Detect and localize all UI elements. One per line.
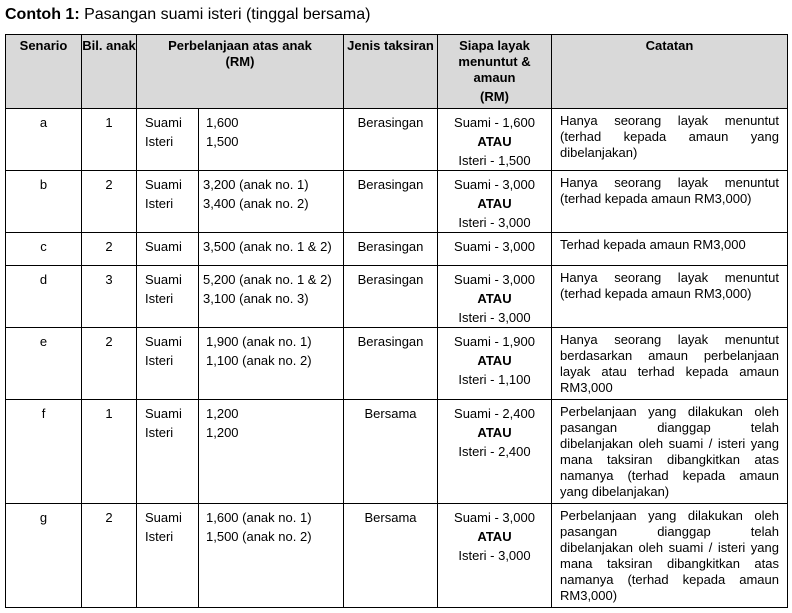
table-row — [6, 171, 788, 233]
claimant-amount: Isteri - 1,500 — [458, 153, 531, 168]
claimant-amount: Suami - 1,900 — [454, 334, 535, 349]
header-senario: Senario — [6, 35, 82, 109]
spouse-label: Suami — [145, 334, 182, 349]
header-siapa-unit: (RM) — [480, 89, 509, 104]
spouse-label: Suami — [145, 177, 182, 192]
cell-senario: c — [6, 233, 82, 266]
claimant-amount: Suami - 2,400 — [454, 406, 535, 421]
claimant-amount: Isteri - 2,400 — [458, 444, 531, 459]
atau-label: ATAU — [477, 425, 512, 440]
claimant-amount: Isteri - 3,000 — [458, 548, 531, 563]
amount-value: 1,500 (anak no. 2) — [206, 529, 312, 544]
table-row — [6, 266, 788, 328]
header-siapa-layak — [438, 35, 552, 109]
header-catatan: Catatan — [552, 35, 788, 109]
table-header-row — [6, 35, 788, 109]
claimant-amount: Suami - 3,000 — [454, 272, 535, 287]
claimant-amount: Isteri - 3,000 — [458, 310, 531, 325]
cell-amounts — [199, 504, 344, 608]
cell-jenis-taksiran: Bersama — [344, 504, 438, 608]
cell-senario: a — [6, 109, 82, 171]
scenario-table — [5, 34, 788, 608]
cell-jenis-taksiran: Berasingan — [344, 266, 438, 328]
cell-spouse-labels — [137, 171, 199, 233]
header-perbelanjaan — [137, 35, 344, 109]
cell-spouse-labels — [137, 400, 199, 504]
cell-catatan: Hanya seorang layak menuntut (terhad kepada amaun yang dibelanjakan) — [552, 109, 788, 171]
amount-value: 1,200 — [206, 406, 239, 421]
cell-catatan: Hanya seorang layak menuntut (terhad kepada amaun RM3,000) — [552, 266, 788, 328]
cell-senario: f — [6, 400, 82, 504]
claimant-amount: Suami - 3,000 — [454, 239, 535, 254]
cell-bil-anak: 2 — [82, 171, 137, 233]
cell-spouse-labels — [137, 328, 199, 400]
claimant-amount: Isteri - 3,000 — [458, 215, 531, 230]
amount-value: 1,200 — [206, 425, 239, 440]
spouse-label: Isteri — [145, 196, 174, 211]
cell-amounts — [199, 109, 344, 171]
cell-bil-anak: 2 — [82, 328, 137, 400]
table-row — [6, 328, 788, 400]
cell-catatan: Hanya seorang layak menuntut berdasarkan amaun perbelanjaan layak atau terhad kepada amaun RM3,000 — [552, 328, 788, 400]
amount-value: 1,600 — [206, 115, 239, 130]
table-row — [6, 109, 788, 171]
cell-catatan: Perbelanjaan yang dilakukan oleh pasangan dianggap telah dibelanjakan oleh suami / isteri yang mana taksiran dibangkitkan atas namanya (terhad kepada amaun RM3,000) — [552, 504, 788, 608]
cell-amounts — [199, 233, 344, 266]
header-siapa-text: Siapa layak menuntut & amaun — [458, 38, 531, 85]
cell-bil-anak: 3 — [82, 266, 137, 328]
cell-siapa-layak — [438, 233, 552, 266]
spouse-label: Isteri — [145, 425, 174, 440]
cell-bil-anak: 2 — [82, 233, 137, 266]
amount-value: 5,200 (anak no. 1 & 2) — [203, 272, 332, 287]
cell-jenis-taksiran: Berasingan — [344, 109, 438, 171]
cell-siapa-layak — [438, 400, 552, 504]
spouse-label: Isteri — [145, 529, 174, 544]
cell-siapa-layak — [438, 109, 552, 171]
amount-value: 1,600 (anak no. 1) — [206, 510, 312, 525]
cell-siapa-layak — [438, 328, 552, 400]
cell-senario: e — [6, 328, 82, 400]
spouse-label: Isteri — [145, 291, 174, 306]
spouse-label: Suami — [145, 406, 182, 421]
amount-value: 3,400 (anak no. 2) — [203, 196, 309, 211]
header-bil-text: Bil. anak — [82, 38, 136, 53]
header-bil-anak — [82, 35, 137, 109]
cell-jenis-taksiran: Berasingan — [344, 233, 438, 266]
header-jenis-taksiran — [344, 35, 438, 109]
cell-jenis-taksiran: Berasingan — [344, 328, 438, 400]
cell-spouse-labels — [137, 233, 199, 266]
table-row — [6, 400, 788, 504]
table-row — [6, 233, 788, 266]
cell-bil-anak: 2 — [82, 504, 137, 608]
cell-spouse-labels — [137, 109, 199, 171]
cell-senario: g — [6, 504, 82, 608]
spouse-label: Suami — [145, 510, 182, 525]
claimant-amount: Suami - 1,600 — [454, 115, 535, 130]
spouse-label: Suami — [145, 239, 182, 254]
cell-senario: d — [6, 266, 82, 328]
cell-catatan: Perbelanjaan yang dilakukan oleh pasangan dianggap telah dibelanjakan oleh suami / isteri yang mana taksiran dibangkitkan atas namanya (terhad kepada amaun yang dibelanjakan) — [552, 400, 788, 504]
amount-value: 3,100 (anak no. 3) — [203, 291, 309, 306]
cell-siapa-layak — [438, 266, 552, 328]
cell-catatan: Hanya seorang layak menuntut (terhad kepada amaun RM3,000) — [552, 171, 788, 233]
cell-spouse-labels — [137, 504, 199, 608]
title-text: Pasangan suami isteri (tinggal bersama) — [79, 6, 371, 23]
atau-label: ATAU — [477, 529, 512, 544]
header-perbelanjaan-text: Perbelanjaan atas anak — [168, 38, 312, 53]
cell-spouse-labels — [137, 266, 199, 328]
header-jenis-text: Jenis taksiran — [347, 38, 434, 53]
cell-catatan: Terhad kepada amaun RM3,000 — [552, 233, 788, 266]
atau-label: ATAU — [477, 196, 512, 211]
amount-value: 1,900 (anak no. 1) — [206, 334, 312, 349]
spouse-label: Isteri — [145, 353, 174, 368]
cell-amounts — [199, 328, 344, 400]
atau-label: ATAU — [477, 353, 512, 368]
amount-value: 3,500 (anak no. 1 & 2) — [203, 239, 332, 254]
claimant-amount: Isteri - 1,100 — [458, 372, 531, 387]
cell-amounts — [199, 171, 344, 233]
cell-bil-anak: 1 — [82, 400, 137, 504]
amount-value: 3,200 (anak no. 1) — [203, 177, 309, 192]
cell-senario: b — [6, 171, 82, 233]
amount-value: 1,100 (anak no. 2) — [206, 353, 312, 368]
atau-label: ATAU — [477, 291, 512, 306]
spouse-label: Suami — [145, 115, 182, 130]
claimant-amount: Suami - 3,000 — [454, 510, 535, 525]
claimant-amount: Suami - 3,000 — [454, 177, 535, 192]
spouse-label: Suami — [145, 272, 182, 287]
cell-bil-anak: 1 — [82, 109, 137, 171]
amount-value: 1,500 — [206, 134, 239, 149]
header-perbelanjaan-unit: (RM) — [225, 54, 255, 69]
cell-jenis-taksiran: Berasingan — [344, 171, 438, 233]
cell-amounts — [199, 266, 344, 328]
spouse-label: Isteri — [145, 134, 174, 149]
atau-label: ATAU — [477, 134, 512, 149]
cell-amounts — [199, 400, 344, 504]
cell-siapa-layak — [438, 504, 552, 608]
title-label: Contoh 1: — [5, 6, 80, 23]
cell-jenis-taksiran: Bersama — [344, 400, 438, 504]
table-row — [6, 504, 788, 608]
page-title — [5, 6, 370, 24]
cell-siapa-layak — [438, 171, 552, 233]
